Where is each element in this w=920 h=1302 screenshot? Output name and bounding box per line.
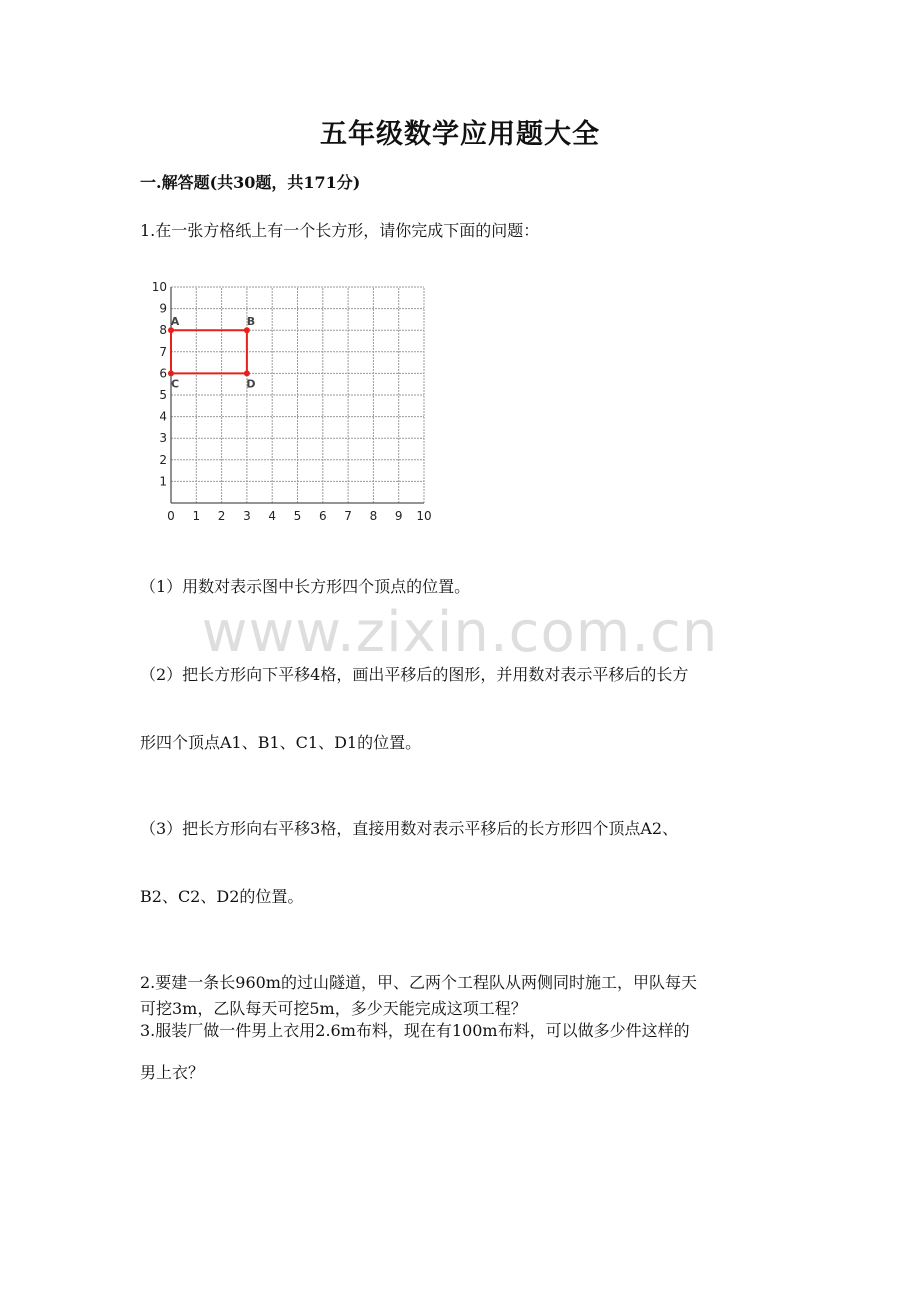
vertex-label-c: C	[170, 377, 180, 391]
question-3-line-1: 3.服装厂做一件男上衣用2.6m布料，现在有100m布料，可以做多少件这样的	[140, 1021, 690, 1040]
x-tick-label: 8	[369, 509, 378, 523]
y-tick-label: 5	[159, 388, 167, 402]
x-tick-label: 10	[416, 509, 432, 523]
x-tick-label: 7	[344, 509, 352, 523]
section-heading: 一.解答题(共30题，共171分)	[140, 173, 361, 192]
x-tick-label: 3	[243, 509, 251, 523]
coordinate-grid	[140, 280, 440, 525]
x-tick-label: 1	[192, 509, 201, 523]
question-2-line-1: 2.要建一条长960m的过山隧道，甲、乙两个工程队从两侧同时施工，甲队每天	[140, 973, 697, 992]
y-tick-label: 7	[159, 344, 167, 359]
y-tick-label: 8	[159, 323, 167, 338]
question-1-part-2-line-2: 形四个顶点A1、B1、C1、D1的位置。	[140, 733, 422, 752]
y-tick-label: 2	[159, 452, 167, 467]
question-3-line-2: 男上衣？	[140, 1063, 205, 1082]
vertex-label-a: A	[170, 315, 180, 329]
vertex-point-d	[244, 370, 250, 376]
x-tick-label: 6	[318, 509, 327, 523]
y-tick-label: 10	[151, 280, 167, 294]
x-tick-label: 5	[293, 509, 302, 523]
y-tick-label: 1	[159, 474, 167, 489]
vertex-point-c	[168, 370, 174, 376]
y-tick-label: 6	[159, 366, 167, 381]
vertex-label-b: B	[246, 315, 256, 329]
page-title: 五年级数学应用题大全	[320, 119, 600, 150]
y-tick-label: 9	[159, 301, 167, 316]
question-1-part-3-line-1: （3）把长方形向右平移3格，直接用数对表示平移后的长方形四个顶点A2、	[140, 819, 679, 838]
y-tick-label: 4	[159, 409, 167, 424]
x-tick-label: 4	[268, 509, 277, 523]
question-1-part-3-line-2: B2、C2、D2的位置。	[140, 887, 304, 906]
question-2-line-2: 可挖3m，乙队每天可挖5m，多少天能完成这项工程？	[140, 999, 527, 1018]
x-tick-label: 9	[394, 509, 403, 523]
watermark: www.zixin.com.cn	[201, 600, 719, 665]
x-tick-label: 2	[217, 509, 226, 523]
vertex-label-d: D	[246, 377, 256, 391]
y-tick-label: 3	[159, 431, 167, 446]
x-tick-label: 0	[167, 509, 175, 523]
question-1-part-1: （1）用数对表示图中长方形四个顶点的位置。	[140, 577, 471, 596]
question-1-part-2-line-1: （2）把长方形向下平移4格，画出平移后的图形，并用数对表示平移后的长方	[140, 665, 689, 684]
question-1-stem: 1.在一张方格纸上有一个长方形，请你完成下面的问题：	[140, 221, 540, 240]
